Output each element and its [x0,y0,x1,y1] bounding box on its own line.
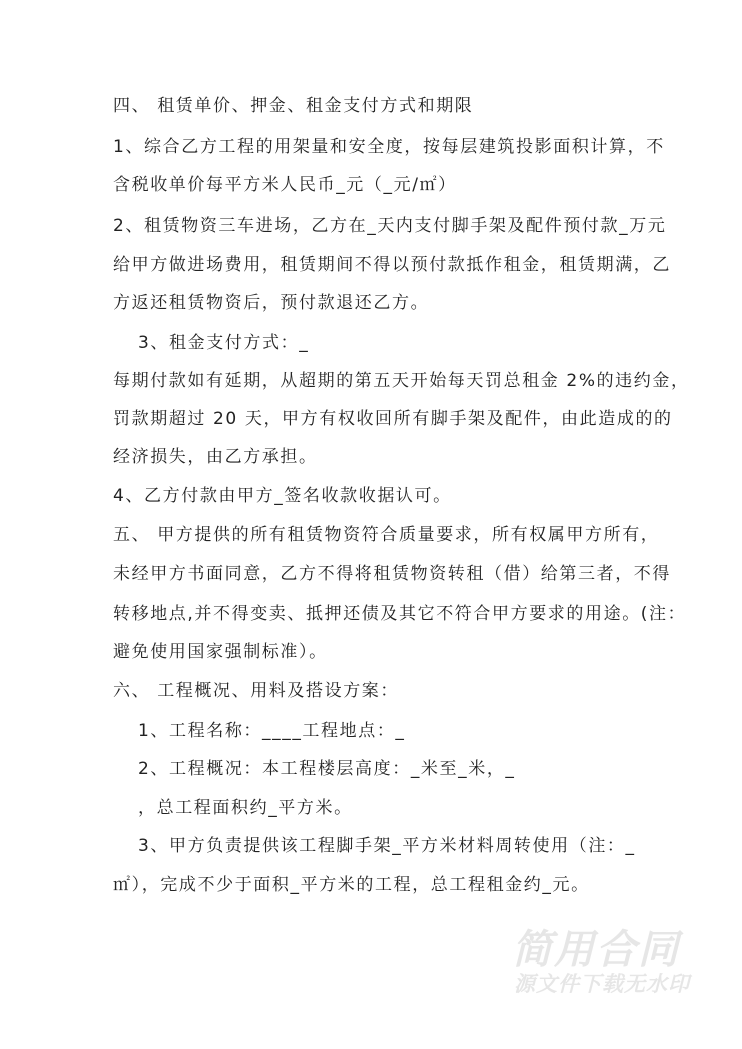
paragraph-line: 1、工程名称：____工程地点：_ [138,721,406,741]
paragraph-line: 避免使用国家强制标准）。 [113,642,328,662]
paragraph-line: 方返还租赁物资后，预付款退还乙方。 [113,293,430,313]
paragraph-line: 经济损失，由乙方承担。 [113,447,318,467]
paragraph-line: 3、租金支付方式：_ [138,333,310,353]
paragraph-line: 1、综合乙方工程的用架量和安全度，按每层建筑投影面积计算，不 [113,137,665,157]
paragraph-line: ，总工程面积约_平方米。 [138,798,353,818]
paragraph-line: 3、甲方负责提供该工程脚手架_平方米材料周转使用（注：_ [138,836,636,856]
paragraph-line: 转移地点,并不得变卖、抵押还债及其它不符合甲方要求的用途。(注： [113,604,687,624]
paragraph-line: 2、租赁物资三车进场，乙方在_天内支付脚手架及配件预付款_万元 [113,216,667,236]
paragraph-line: 罚款期超过 20 天，甲方有权收回所有脚手架及配件，由此造成的的 [113,409,673,429]
watermark-subtitle: 源文件下载无水印 [514,972,690,996]
section-heading-6: 六、 工程概况、用料及搭设方案： [113,681,400,701]
section-heading-5: 五、 甲方提供的所有租赁物资符合质量要求，所有权属甲方所有， [113,525,660,545]
paragraph-line: ㎡），完成不少于面积_平方米的工程，总工程租金约_元。 [113,875,590,895]
paragraph-line: 给甲方做进场费用，租赁期间不得以预付款抵作租金，租赁期满，乙 [113,255,671,275]
paragraph-line: 2、工程概况：本工程楼层高度：_米至_米，_ [138,759,516,779]
paragraph-line: 含税收单价每平方米人民币_元（_元/㎡） [113,175,457,195]
paragraph-line: 4、乙方付款由甲方_签名收款收据认可。 [113,486,452,506]
paragraph-line: 未经甲方书面同意，乙方不得将租赁物资转租（借）给第三者，不得 [113,564,671,584]
paragraph-line: 每期付款如有延期，从超期的第五天开始每天罚总租金 2%的违约金， [113,371,690,391]
section-heading-4: 四、 租赁单价、押金、租金支付方式和期限 [113,96,474,116]
watermark-title: 简用合同 [512,927,680,973]
